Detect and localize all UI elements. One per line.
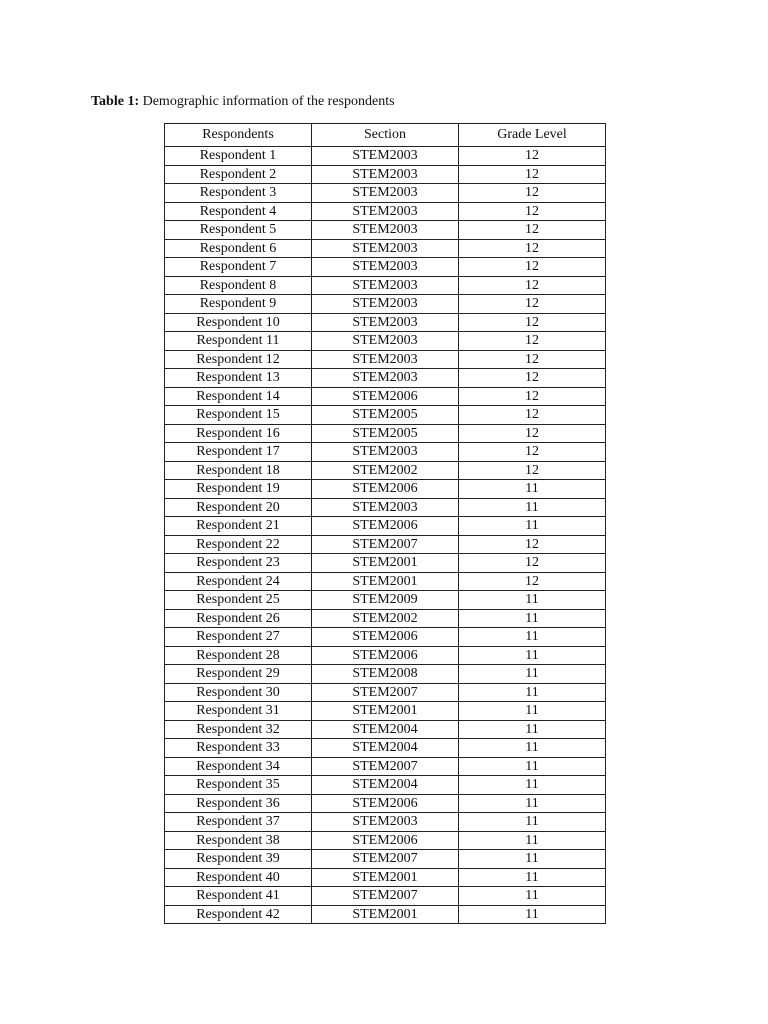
- table-row: [165, 720, 606, 739]
- cell-grade-level: 11: [459, 739, 606, 758]
- cell-grade-level: 12: [459, 147, 606, 166]
- cell-respondent: Respondent 42: [165, 905, 312, 924]
- cell-grade-level: 12: [459, 350, 606, 369]
- table-row: [165, 517, 606, 536]
- table-row: [165, 276, 606, 295]
- cell-section: STEM2008: [312, 665, 459, 684]
- cell-grade-level: 12: [459, 406, 606, 425]
- cell-section: STEM2001: [312, 905, 459, 924]
- cell-respondent: Respondent 11: [165, 332, 312, 351]
- cell-section: STEM2003: [312, 165, 459, 184]
- cell-respondent: Respondent 32: [165, 720, 312, 739]
- table-caption-text: Demographic information of the respondents: [142, 94, 395, 109]
- table-row: [165, 628, 606, 647]
- cell-grade-level: 12: [459, 165, 606, 184]
- cell-respondent: Respondent 36: [165, 794, 312, 813]
- table-row: [165, 165, 606, 184]
- cell-respondent: Respondent 8: [165, 276, 312, 295]
- cell-grade-level: 12: [459, 572, 606, 591]
- cell-grade-level: 11: [459, 517, 606, 536]
- header-row: [165, 124, 606, 147]
- cell-grade-level: 11: [459, 757, 606, 776]
- table-row: [165, 332, 606, 351]
- cell-section: STEM2007: [312, 535, 459, 554]
- cell-section: STEM2004: [312, 739, 459, 758]
- cell-grade-level: 12: [459, 461, 606, 480]
- table-row: [165, 646, 606, 665]
- demographics-table: [164, 123, 606, 924]
- cell-respondent: Respondent 16: [165, 424, 312, 443]
- cell-section: STEM2003: [312, 443, 459, 462]
- cell-respondent: Respondent 21: [165, 517, 312, 536]
- table-row: [165, 535, 606, 554]
- cell-respondent: Respondent 18: [165, 461, 312, 480]
- column-header-respondents: Respondents: [165, 124, 312, 147]
- cell-respondent: Respondent 30: [165, 683, 312, 702]
- table-row: [165, 868, 606, 887]
- cell-grade-level: 11: [459, 609, 606, 628]
- cell-respondent: Respondent 22: [165, 535, 312, 554]
- cell-section: STEM2006: [312, 628, 459, 647]
- cell-grade-level: 11: [459, 850, 606, 869]
- table-row: [165, 424, 606, 443]
- cell-grade-level: 11: [459, 868, 606, 887]
- cell-section: STEM2001: [312, 702, 459, 721]
- cell-section: STEM2001: [312, 868, 459, 887]
- table-row: [165, 813, 606, 832]
- cell-section: STEM2007: [312, 887, 459, 906]
- cell-grade-level: 11: [459, 646, 606, 665]
- cell-respondent: Respondent 25: [165, 591, 312, 610]
- cell-respondent: Respondent 40: [165, 868, 312, 887]
- cell-section: STEM2007: [312, 850, 459, 869]
- column-header-grade-level: Grade Level: [459, 124, 606, 147]
- table-row: [165, 147, 606, 166]
- cell-grade-level: 12: [459, 295, 606, 314]
- cell-section: STEM2003: [312, 313, 459, 332]
- cell-section: STEM2003: [312, 221, 459, 240]
- cell-respondent: Respondent 41: [165, 887, 312, 906]
- cell-grade-level: 12: [459, 424, 606, 443]
- table-row: [165, 554, 606, 573]
- cell-respondent: Respondent 27: [165, 628, 312, 647]
- table-row: [165, 258, 606, 277]
- table-caption-label: Table 1:: [91, 94, 140, 109]
- table-row: [165, 406, 606, 425]
- cell-grade-level: 11: [459, 831, 606, 850]
- cell-respondent: Respondent 20: [165, 498, 312, 517]
- cell-section: STEM2007: [312, 757, 459, 776]
- cell-grade-level: 11: [459, 480, 606, 499]
- cell-section: STEM2003: [312, 350, 459, 369]
- cell-section: STEM2002: [312, 609, 459, 628]
- table-row: [165, 665, 606, 684]
- cell-section: STEM2006: [312, 387, 459, 406]
- cell-respondent: Respondent 5: [165, 221, 312, 240]
- cell-section: STEM2003: [312, 184, 459, 203]
- table-row: [165, 202, 606, 221]
- cell-respondent: Respondent 38: [165, 831, 312, 850]
- cell-section: STEM2003: [312, 239, 459, 258]
- cell-respondent: Respondent 3: [165, 184, 312, 203]
- cell-section: STEM2006: [312, 794, 459, 813]
- cell-section: STEM2004: [312, 720, 459, 739]
- cell-section: STEM2003: [312, 813, 459, 832]
- cell-grade-level: 11: [459, 665, 606, 684]
- cell-respondent: Respondent 10: [165, 313, 312, 332]
- cell-respondent: Respondent 37: [165, 813, 312, 832]
- table-row: [165, 387, 606, 406]
- cell-section: STEM2002: [312, 461, 459, 480]
- cell-section: STEM2003: [312, 332, 459, 351]
- cell-respondent: Respondent 12: [165, 350, 312, 369]
- table-row: [165, 443, 606, 462]
- table-row: [165, 739, 606, 758]
- cell-grade-level: 12: [459, 387, 606, 406]
- cell-grade-level: 12: [459, 443, 606, 462]
- table-row: [165, 480, 606, 499]
- cell-respondent: Respondent 26: [165, 609, 312, 628]
- cell-respondent: Respondent 1: [165, 147, 312, 166]
- cell-grade-level: 12: [459, 332, 606, 351]
- table-row: [165, 702, 606, 721]
- cell-respondent: Respondent 29: [165, 665, 312, 684]
- cell-section: STEM2003: [312, 147, 459, 166]
- column-header-section: Section: [312, 124, 459, 147]
- cell-respondent: Respondent 14: [165, 387, 312, 406]
- table-row: [165, 683, 606, 702]
- cell-respondent: Respondent 35: [165, 776, 312, 795]
- cell-grade-level: 11: [459, 498, 606, 517]
- cell-section: STEM2001: [312, 554, 459, 573]
- cell-respondent: Respondent 23: [165, 554, 312, 573]
- cell-grade-level: 12: [459, 369, 606, 388]
- table-row: [165, 887, 606, 906]
- cell-section: STEM2003: [312, 276, 459, 295]
- cell-grade-level: 12: [459, 535, 606, 554]
- cell-grade-level: 11: [459, 720, 606, 739]
- table-caption: [91, 93, 395, 111]
- cell-section: STEM2003: [312, 498, 459, 517]
- cell-respondent: Respondent 4: [165, 202, 312, 221]
- table-row: [165, 591, 606, 610]
- table-row: [165, 221, 606, 240]
- cell-respondent: Respondent 34: [165, 757, 312, 776]
- cell-section: STEM2004: [312, 776, 459, 795]
- cell-respondent: Respondent 6: [165, 239, 312, 258]
- cell-grade-level: 11: [459, 591, 606, 610]
- cell-respondent: Respondent 28: [165, 646, 312, 665]
- cell-section: STEM2006: [312, 517, 459, 536]
- cell-grade-level: 12: [459, 313, 606, 332]
- cell-grade-level: 11: [459, 683, 606, 702]
- cell-section: STEM2003: [312, 295, 459, 314]
- cell-grade-level: 12: [459, 239, 606, 258]
- table-row: [165, 776, 606, 795]
- cell-section: STEM2003: [312, 202, 459, 221]
- table-row: [165, 794, 606, 813]
- table-row: [165, 369, 606, 388]
- cell-section: STEM2006: [312, 831, 459, 850]
- table-row: [165, 184, 606, 203]
- table-row: [165, 239, 606, 258]
- cell-grade-level: 12: [459, 258, 606, 277]
- table-row: [165, 831, 606, 850]
- cell-respondent: Respondent 39: [165, 850, 312, 869]
- table-header: [165, 124, 606, 147]
- cell-grade-level: 12: [459, 202, 606, 221]
- cell-respondent: Respondent 31: [165, 702, 312, 721]
- table-row: [165, 295, 606, 314]
- table-row: [165, 461, 606, 480]
- table-row: [165, 905, 606, 924]
- cell-section: STEM2005: [312, 406, 459, 425]
- cell-grade-level: 11: [459, 813, 606, 832]
- table-row: [165, 572, 606, 591]
- cell-section: STEM2003: [312, 369, 459, 388]
- table-row: [165, 609, 606, 628]
- cell-grade-level: 12: [459, 184, 606, 203]
- cell-grade-level: 12: [459, 554, 606, 573]
- cell-respondent: Respondent 13: [165, 369, 312, 388]
- cell-respondent: Respondent 7: [165, 258, 312, 277]
- cell-respondent: Respondent 2: [165, 165, 312, 184]
- cell-section: STEM2006: [312, 480, 459, 499]
- cell-grade-level: 11: [459, 905, 606, 924]
- table-row: [165, 313, 606, 332]
- cell-grade-level: 12: [459, 276, 606, 295]
- cell-section: STEM2009: [312, 591, 459, 610]
- cell-section: STEM2005: [312, 424, 459, 443]
- cell-section: STEM2007: [312, 683, 459, 702]
- cell-grade-level: 11: [459, 702, 606, 721]
- cell-section: STEM2001: [312, 572, 459, 591]
- cell-grade-level: 11: [459, 794, 606, 813]
- cell-grade-level: 11: [459, 776, 606, 795]
- table-body: [165, 147, 606, 924]
- cell-grade-level: 11: [459, 628, 606, 647]
- cell-grade-level: 12: [459, 221, 606, 240]
- cell-respondent: Respondent 17: [165, 443, 312, 462]
- table-row: [165, 757, 606, 776]
- table-row: [165, 498, 606, 517]
- table-row: [165, 350, 606, 369]
- cell-respondent: Respondent 9: [165, 295, 312, 314]
- cell-section: STEM2003: [312, 258, 459, 277]
- cell-respondent: Respondent 33: [165, 739, 312, 758]
- cell-respondent: Respondent 15: [165, 406, 312, 425]
- table-row: [165, 850, 606, 869]
- cell-respondent: Respondent 19: [165, 480, 312, 499]
- cell-respondent: Respondent 24: [165, 572, 312, 591]
- cell-grade-level: 11: [459, 887, 606, 906]
- cell-section: STEM2006: [312, 646, 459, 665]
